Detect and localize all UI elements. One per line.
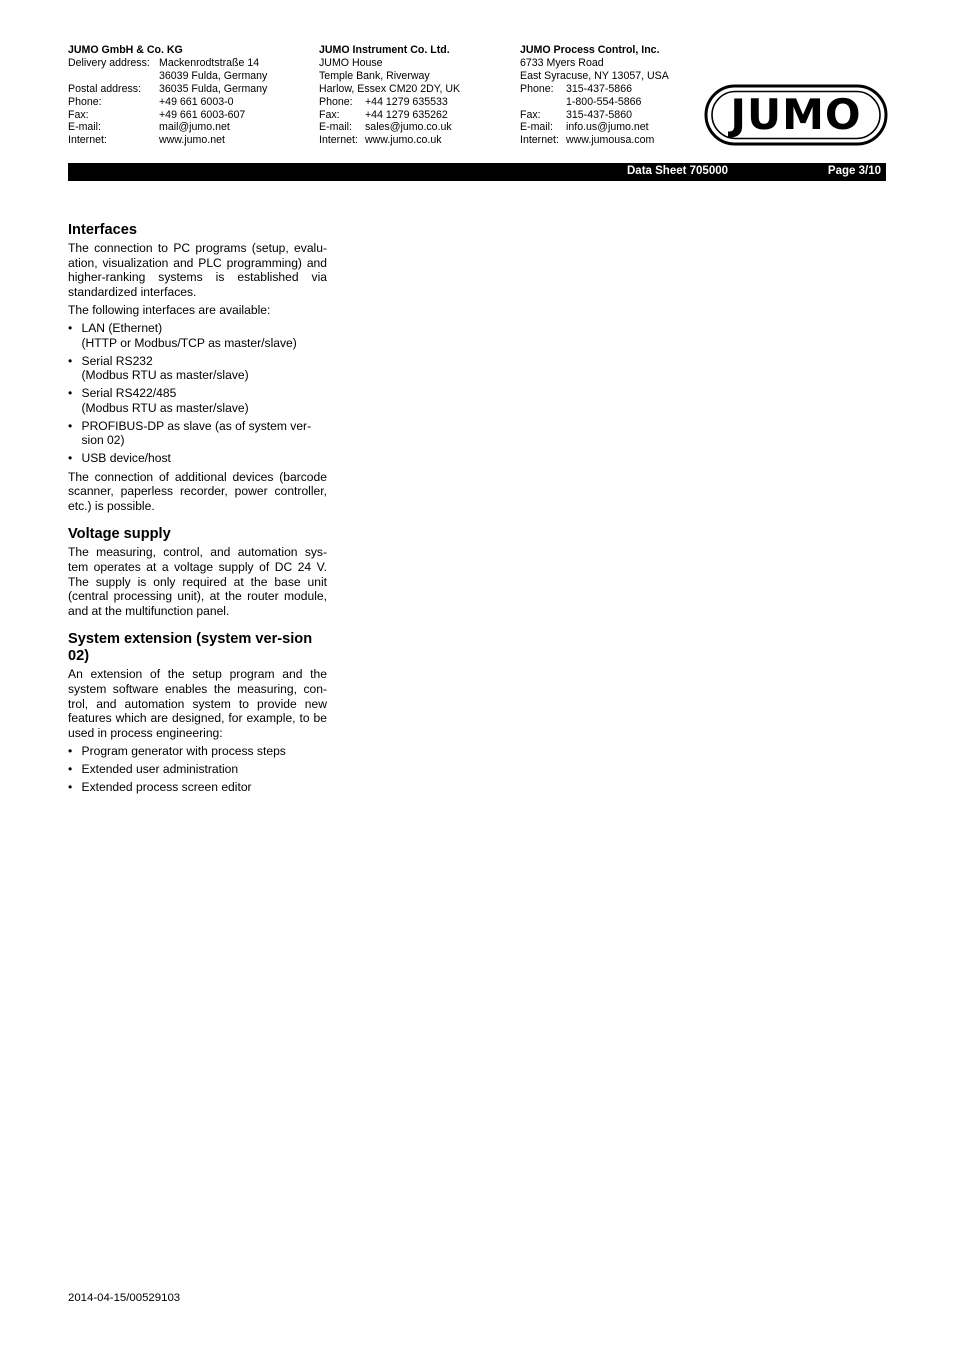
fax-label: Fax: [520,108,541,121]
interfaces-list [68,321,327,466]
fax-label: Fax: [319,108,340,121]
paragraph: The connection of additional devices (barcode scanner, paperless recorder, power controller, etc.) is possible. [68,469,327,513]
list-item: • Extended process screen editor [68,780,327,795]
email-value: mail@jumo.net [159,121,230,134]
email-label: E-mail: [319,121,352,134]
list-item [68,419,327,448]
section-title: Interfaces [68,222,137,238]
address-line: JUMO House [319,56,383,69]
delivery-city: 36039 Fulda, Germany [159,69,268,82]
section-title: System extension (system ver-sion 02) [68,631,313,665]
fax-value: 315-437-5860 [566,108,632,121]
phone-value-tollfree: 1-800-554-5866 [566,95,642,108]
phone-label: Phone: [319,95,353,108]
address-line: Harlow, Essex CM20 2DY, UK [319,82,461,95]
phone-value: +44 1279 635533 [365,95,448,108]
list-item [68,386,327,415]
list-item [68,354,327,383]
list-item: • Program generator with process steps [68,744,327,759]
company-address-usa [520,44,669,147]
main-content [68,222,327,808]
list-item [68,451,327,466]
extension-section [68,631,327,794]
datasheet-number: Data Sheet 705000 [627,165,729,177]
internet-value: www.jumo.net [159,134,225,147]
internet-label: Internet: [68,134,107,147]
list-item [68,321,327,350]
postal-label: Postal address: [68,82,142,95]
list-item-text: • USB device/host [81,451,171,466]
list-item-text: • Serial RS422/485 [81,386,177,401]
list-item-text: • LAN (Ethernet) [81,321,163,336]
phone-value: 315-437-5866 [566,82,632,95]
email-value: sales@jumo.co.uk [365,121,452,134]
address-line: Temple Bank, Riverway [319,69,430,82]
internet-label: Internet: [319,134,358,147]
company-address-uk [319,44,460,147]
list-item: • Extended user administration [68,762,327,777]
address-line: 6733 Myers Road [520,56,604,69]
page-number: Page 3/10 [827,165,881,177]
fax-label: Fax: [68,108,89,121]
internet-label: Internet: [520,134,559,147]
list-item-detail: (Modbus RTU as master/slave) [81,400,249,415]
list-item-detail: (Modbus RTU as master/slave) [81,368,249,383]
list-item-detail: (HTTP or Modbus/TCP as master/slave) [81,335,297,350]
list-item-text: • PROFIBUS-DP as slave (as of system ver-sion 02) [81,418,312,448]
internet-value: www.jumousa.com [566,134,655,147]
paragraph: The measuring, control, and automation sys-tem operates at a voltage supply of DC 24 V. The supply is only required at the base unit (central processing unit), at the router module, and at the multifunction panel. [68,545,327,618]
postal-value: 36035 Fulda, Germany [159,82,268,95]
phone-value: +49 661 6003-0 [159,95,234,108]
section-title: Voltage supply [68,526,171,543]
email-label: E-mail: [520,121,553,134]
interfaces-section [68,222,327,513]
delivery-street: Mackenrodtstraße 14 [159,56,260,69]
document-code: 2014-04-15/00529103 [68,1292,181,1304]
email-value: info.us@jumo.net [566,121,649,134]
paragraph: The following interfaces are available: [68,302,271,317]
fax-value: +44 1279 635262 [365,108,448,121]
jumo-logo [704,84,888,146]
fax-value: +49 661 6003-607 [159,108,246,121]
phone-label: Phone: [520,82,554,95]
list-item-text: • Serial RS232 [81,353,153,368]
company-name: JUMO GmbH & Co. KG [68,44,183,56]
voltage-section [68,526,327,618]
address-line: East Syracuse, NY 13057, USA [520,69,669,82]
paragraph: An extension of the setup program and the system software enables the measuring, con-trol, and automation system to provide new features which are designed, for example, to be used in process engineering: [68,667,327,740]
company-name: JUMO Process Control, Inc. [520,44,660,56]
delivery-label: Delivery address: [68,56,150,69]
company-name: JUMO Instrument Co. Ltd. [319,44,450,56]
datasheet-bar [68,163,886,181]
internet-value: www.jumo.co.uk [365,134,442,147]
email-label: E-mail: [68,121,101,134]
phone-label: Phone: [68,95,102,108]
company-address-germany [68,44,267,147]
extension-list [68,744,327,795]
paragraph: The connection to PC programs (setup, evalu-ation, visualization and PLC programming) and higher-ranking systems is established via standardized interfaces. [68,241,327,299]
logo-text: JUMO [730,90,862,139]
